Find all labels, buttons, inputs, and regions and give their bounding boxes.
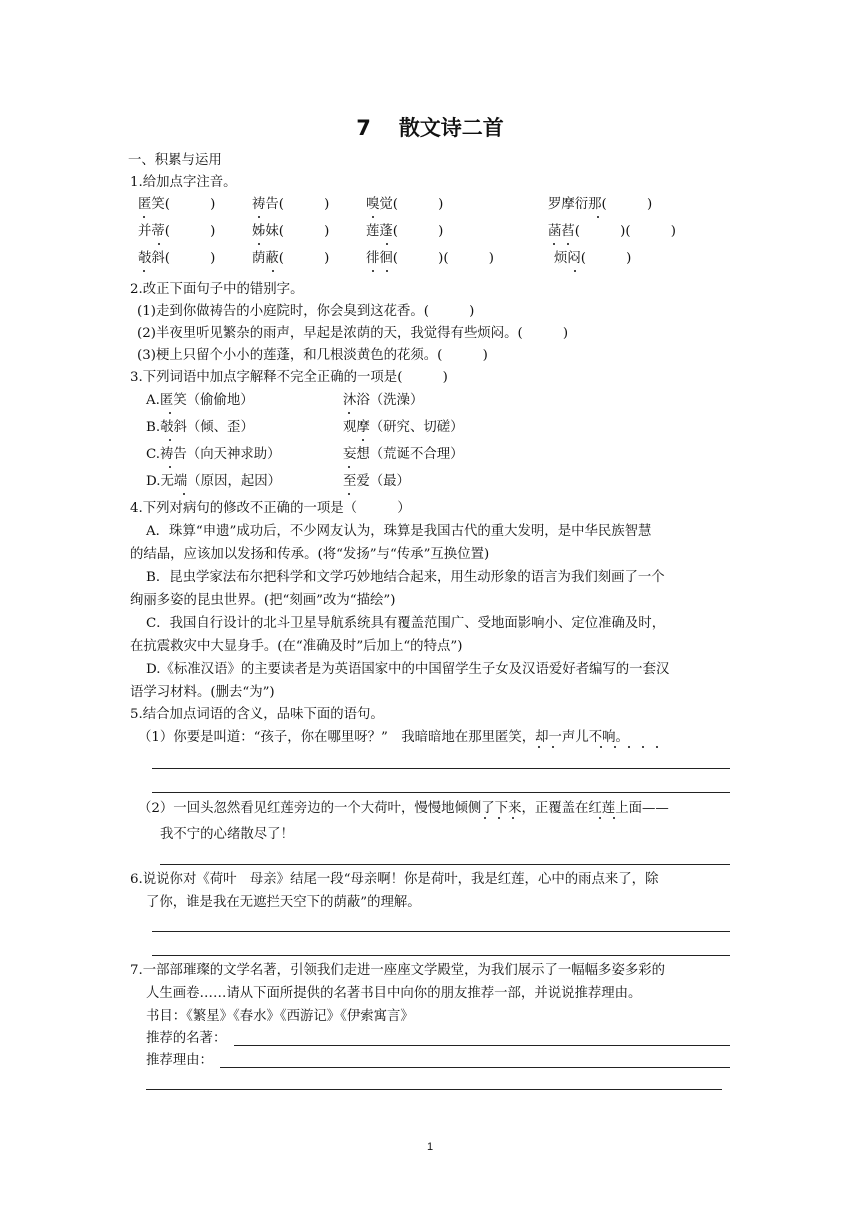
q1-item: 徘徊( )( ) bbox=[366, 251, 495, 266]
emphasis-dot bbox=[158, 243, 160, 245]
emphasis-dot bbox=[628, 746, 630, 748]
q1-item: 攲斜( ) bbox=[138, 251, 216, 266]
q7-line: 7.一部部璀璨的文学名著，引领我们走进一座座文学殿堂，为我们展示了一幅幅多姿多彩的 bbox=[130, 963, 666, 978]
q4-line: B．昆虫学家法布尔把科学和文学巧妙地结合起来，用生动形象的语言为我们刻画了一个 bbox=[146, 570, 665, 585]
emphasis-dot bbox=[143, 270, 145, 272]
q4-line: A．珠算“申遗”成功后，不少网友认为，珠算是我国古代的重大发明，是中华民族智慧 bbox=[146, 524, 652, 539]
q1-item: 匿笑( ) bbox=[138, 197, 216, 212]
q3-option: 至爱（最） bbox=[343, 474, 410, 489]
emphasis-dot bbox=[597, 216, 599, 218]
emphasis-dot bbox=[169, 466, 171, 468]
emphasis-dot bbox=[386, 243, 388, 245]
q4-line: D.《标准汉语》的主要读者是为英语国家中的中国留学生子女及汉语爱好者编写的一套汉 bbox=[146, 662, 670, 677]
q4-line: 的结晶，应该加以发扬和传承。(将“发扬”与“传承”互换位置) bbox=[130, 547, 490, 562]
reason-answer-line[interactable] bbox=[220, 1067, 730, 1068]
emphasis-dot bbox=[372, 270, 374, 272]
q3-option: B.攲斜（倾、歪） bbox=[146, 420, 254, 435]
emphasis-dot bbox=[183, 493, 185, 495]
q4-line: 在抗震救灾中大显身手。(在“准确及时”后加上“的特点”) bbox=[130, 639, 463, 654]
recommend-label: 推荐的名著： bbox=[146, 1031, 227, 1046]
q7-line: 人生画卷……请从下面所提供的名著书目中向你的朋友推荐一部，并说说推荐理由。 bbox=[146, 986, 642, 1001]
q1-item: 姊妹( ) bbox=[252, 224, 330, 239]
q6-line: 6.说说你对《荷叶 母亲》结尾一段“母亲啊！你是荷叶，我是红莲，心中的雨点来了，除 bbox=[130, 872, 659, 887]
answer-line[interactable] bbox=[152, 931, 730, 932]
q1-item: 祷告( ) bbox=[252, 197, 330, 212]
reason-answer-line[interactable] bbox=[146, 1089, 722, 1090]
q1-item: 嗅觉( ) bbox=[366, 197, 444, 212]
q3-option: 妄想（荒诞不合理） bbox=[343, 447, 464, 462]
answer-line[interactable] bbox=[152, 792, 730, 793]
emphasis-dot bbox=[656, 746, 658, 748]
q3-option: D.无端（原因，起因） bbox=[146, 474, 282, 489]
q4-line: 绚丽多姿的昆虫世界。(把“刻画”改为“描绘”) bbox=[130, 593, 396, 608]
emphasis-dot bbox=[567, 243, 569, 245]
emphasis-dot bbox=[258, 216, 260, 218]
emphasis-dot bbox=[553, 243, 555, 245]
q5-item-2-cont: 我不宁的心绪散尽了！ bbox=[160, 827, 294, 842]
q1-item: 罗摩衍那( ) bbox=[548, 197, 653, 212]
q1-item: 莲蓬( ) bbox=[366, 224, 444, 239]
q5-stem: 5.结合加点词语的含义，品味下面的语句。 bbox=[130, 707, 384, 722]
q1-item: 并蒂( ) bbox=[138, 224, 216, 239]
emphasis-dot bbox=[362, 439, 364, 441]
page-title bbox=[0, 114, 860, 142]
emphasis-dot bbox=[143, 216, 145, 218]
emphasis-dot bbox=[642, 746, 644, 748]
q2-item: (1)走到你做祷告的小庭院时，你会臭到这花香。( ) bbox=[137, 304, 475, 319]
page-number: 1 bbox=[426, 1141, 434, 1153]
q3-option: 观摩（研究、切磋） bbox=[343, 420, 464, 435]
emphasis-dot bbox=[574, 270, 576, 272]
q2-item: (3)梗上只留个小小的莲蓬，和几根淡黄色的花须。( ) bbox=[137, 348, 488, 363]
q3-option: A.匿笑（偷偷地） bbox=[146, 393, 254, 408]
answer-line[interactable] bbox=[152, 768, 730, 769]
q3-option: C.祷告（向天神求助） bbox=[146, 447, 281, 462]
section-heading: 一、积累与运用 bbox=[128, 153, 222, 168]
answer-line[interactable] bbox=[152, 955, 730, 956]
lesson-title: 散文诗二首 bbox=[398, 116, 504, 140]
q5-item-2: （2）一回头忽然看见红莲旁边的一个大荷叶，慢慢地倾侧了下来，正覆盖在红莲上面—— bbox=[138, 801, 669, 816]
emphasis-dot bbox=[348, 412, 350, 414]
q5-item-1: （1）你要是叫道：“孩子，你在哪里呀？” 我暗暗地在那里匿笑，却一声儿不响。 bbox=[138, 730, 629, 745]
emphasis-dot bbox=[372, 216, 374, 218]
emphasis-dot bbox=[258, 243, 260, 245]
q4-stem: 4.下列对病句的修改不正确的一项是（ ） bbox=[130, 501, 411, 516]
q1-item: 菡萏( )( ) bbox=[548, 224, 677, 239]
recommend-answer-line[interactable] bbox=[234, 1045, 730, 1046]
emphasis-dot bbox=[169, 412, 171, 414]
emphasis-dot bbox=[169, 439, 171, 441]
reason-label: 推荐理由： bbox=[146, 1053, 213, 1068]
q2-item: (2)半夜里听见繁杂的雨声，早起是浓荫的天，我觉得有些烦闷。( ) bbox=[137, 326, 569, 341]
q1-stem: 1.给加点字注音。 bbox=[130, 175, 237, 190]
answer-line[interactable] bbox=[160, 864, 730, 865]
q1-item: 荫蔽( ) bbox=[252, 251, 330, 266]
emphasis-dot bbox=[272, 270, 274, 272]
q4-line: 语学习材料。(删去“为”) bbox=[130, 685, 275, 700]
q3-option: 沐浴（洗澡） bbox=[343, 393, 424, 408]
q3-stem: 3.下列词语中加点字解释不完全正确的一项是( ) bbox=[130, 370, 448, 385]
q7-books: 书目：《繁星》《春水》《西游记》《伊索寓言》 bbox=[146, 1009, 414, 1024]
q1-item: 烦闷( ) bbox=[554, 251, 632, 266]
q4-line: C．我国自行设计的北斗卫星导航系统具有覆盖范围广、受地面影响小、定位准确及时， bbox=[146, 616, 666, 631]
emphasis-dot bbox=[348, 466, 350, 468]
emphasis-dot bbox=[386, 270, 388, 272]
emphasis-dot bbox=[348, 493, 350, 495]
q2-stem: 2.改正下面句子中的错别字。 bbox=[130, 282, 304, 297]
lesson-number: 7 bbox=[356, 116, 371, 140]
q6-line: 了你，谁是我在无遮拦天空下的荫蔽”的理解。 bbox=[146, 895, 421, 910]
